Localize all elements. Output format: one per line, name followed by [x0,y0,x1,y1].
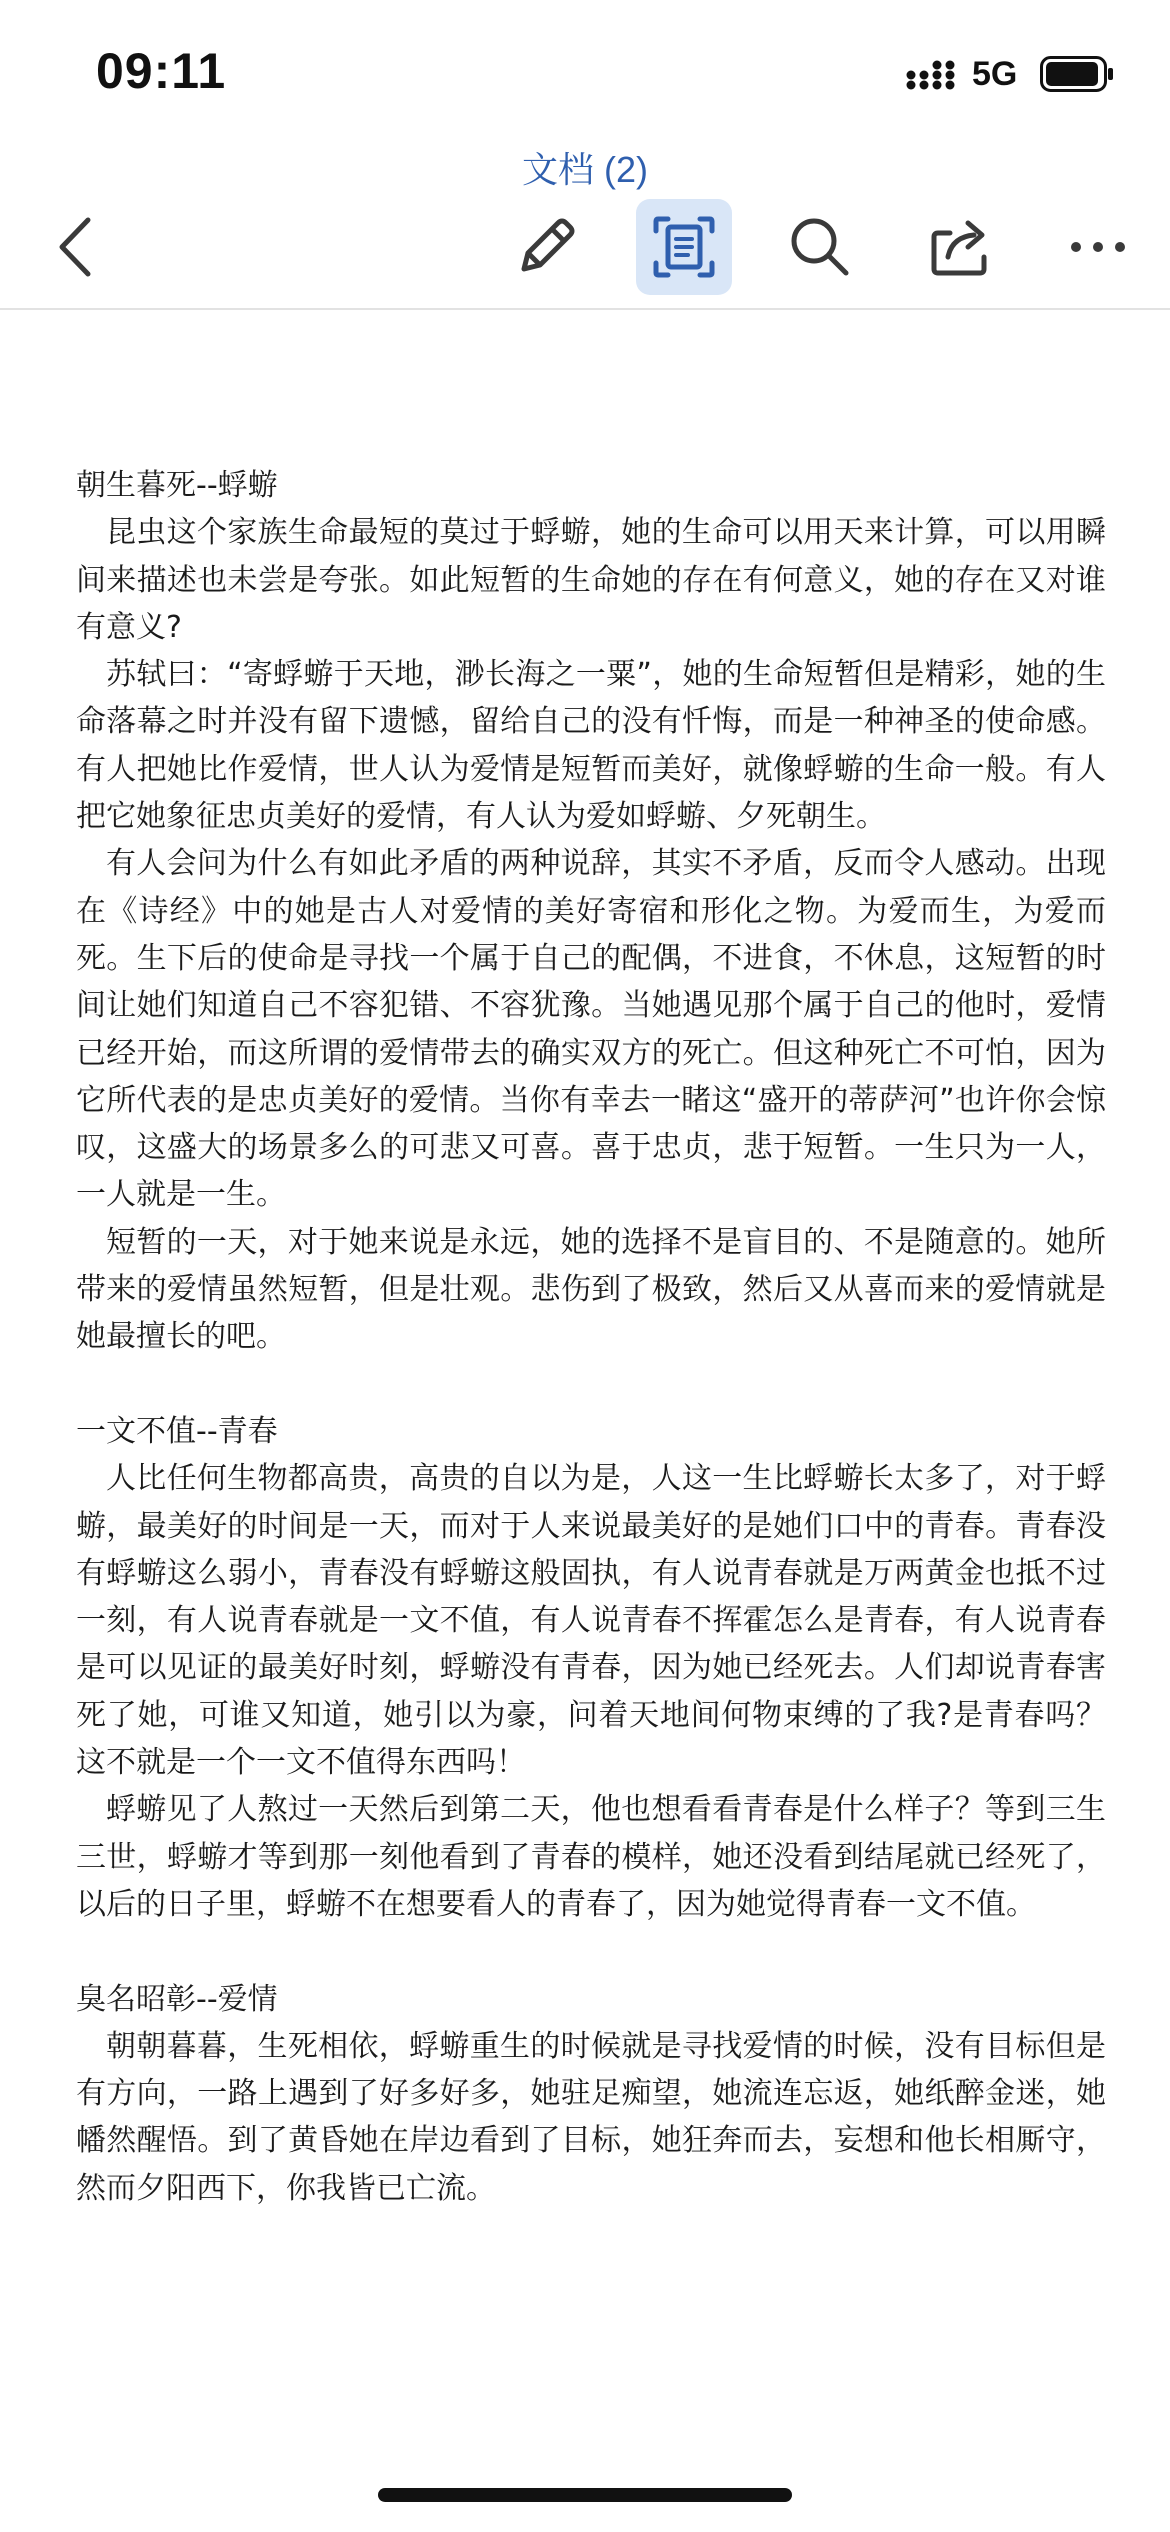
edit-button[interactable] [498,199,594,295]
share-button[interactable] [912,199,1008,295]
paragraph: 昆虫这个家族生命最短的莫过于蜉蝣，她的生命可以用天来计算，可以用瞬间来描述也未尝是夸张。如此短暂的生命她的存在有何意义，她的存在又对谁有意义? [76,515,1106,645]
network-type: 5G [972,55,1018,93]
scan-document-icon [648,211,720,283]
status-time: 09:11 [96,43,227,99]
paragraph: 蜉蝣见了人熬过一天然后到第二天，他也想看看青春是什么样子？等到三生三世，蜉蝣才等到那一刻他看到了青春的模样，她还没看到结尾就已经死了，以后的日子里，蜉蝣不在想要看人的青春了，因为她觉得青春一文不值。 [76,1792,1106,1922]
paragraph: 短暂的一天，对于她来说是永远，她的选择不是盲目的、不是随意的。她所带来的爱情虽然短暂，但是壮观。悲伤到了极致，然后又从喜而来的爱情就是她最擅长的吧。 [76,1224,1106,1355]
section-heading: 一文不值--青春 [76,1413,278,1449]
home-indicator[interactable] [378,2488,792,2502]
section-heading: 臭名昭彰--爱情 [76,1981,278,2017]
section-heading: 朝生暮死--蜉蝣 [76,468,278,503]
chevron-left-icon [48,212,108,282]
pencil-icon [510,211,582,283]
paragraph: 朝朝暮暮，生死相依，蜉蝣重生的时候就是寻找爱情的时候，没有目标但是有方向，一路上遇到了好多好多，她驻足痴望，她流连忘返，她纸醉金迷，她幡然醒悟。到了黄昏她在岸边看到了目标，她狂奔而去，妄想和他长相厮守，然而夕阳西下，你我皆已亡流。 [76,2028,1106,2206]
more-icon [1062,211,1134,283]
section-spacer [76,1928,1106,1975]
document-title: 文档 (2) [521,149,648,190]
status-bar [0,0,1170,140]
search-button[interactable] [772,199,868,295]
battery-icon [1040,56,1114,92]
document-body [76,462,1106,2212]
share-icon [924,211,996,283]
section-spacer [76,1361,1106,1408]
back-button[interactable] [30,199,126,295]
signal-strength-icon [906,58,960,92]
toolbar [0,195,1170,305]
more-options-button[interactable] [1050,199,1146,295]
paragraph: 有人会问为什么有如此矛盾的两种说辞，其实不矛盾，反而令人感动。出现在《诗经》中的她是古人对爱情的美好寄宿和形化之物。为爱而生，为爱而死。生下后的使命是寻找一个属于自己的配偶，不进食，不休息，这短暂的时间让她们知道自己不容犯错、不容犹豫。当她遇见那个属于自己的他时，爱情已经开始，而这所谓的爱情带去的确实双方的死亡。但这种死亡不可怕，因为它所代表的是忠贞美好的爱情。当你有幸去一睹这“盛开的蒂萨河”也许你会惊叹，这盛大的场景多么的可悲又可喜。喜于忠贞，悲于短暂。一生只为一人，一人就是一生。 [76,846,1106,1213]
scan-document-button[interactable] [636,199,732,295]
paragraph: 苏轼曰：“寄蜉蝣于天地，渺长海之一粟”，她的生命短暂但是精彩，她的生命落幕之时并没有留下遗憾，留给自己的没有忏悔，而是一种神圣的使命感。有人把她比作爱情，世人认为爱情是短暂而美好，就像蜉蝣的生命一般。有人把它她象征忠贞美好的爱情，有人认为爱如蜉蝣、夕死朝生。 [76,657,1106,835]
search-icon [784,211,856,283]
paragraph: 人比任何生物都高贵，高贵的自以为是，人这一生比蜉蝣长太多了，对于蜉蝣，最美好的时间是一天，而对于人来说最美好的是她们口中的青春。青春没有蜉蝣这么弱小，青春没有蜉蝣这般固执，有人说青春就是万两黄金也抵不过一刻，有人说青春就是一文不值，有人说青春不挥霍怎么是青春，有人说青春是可以见证的最美好时刻，蜉蝣没有青春，因为她已经死去。人们却说青春害死了她，可谁又知道，她引以为豪，问着天地间何物束缚的了我?是青春吗？这不就是一个一文不值得东西吗！ [76,1461,1106,1781]
toolbar-divider [0,308,1170,310]
